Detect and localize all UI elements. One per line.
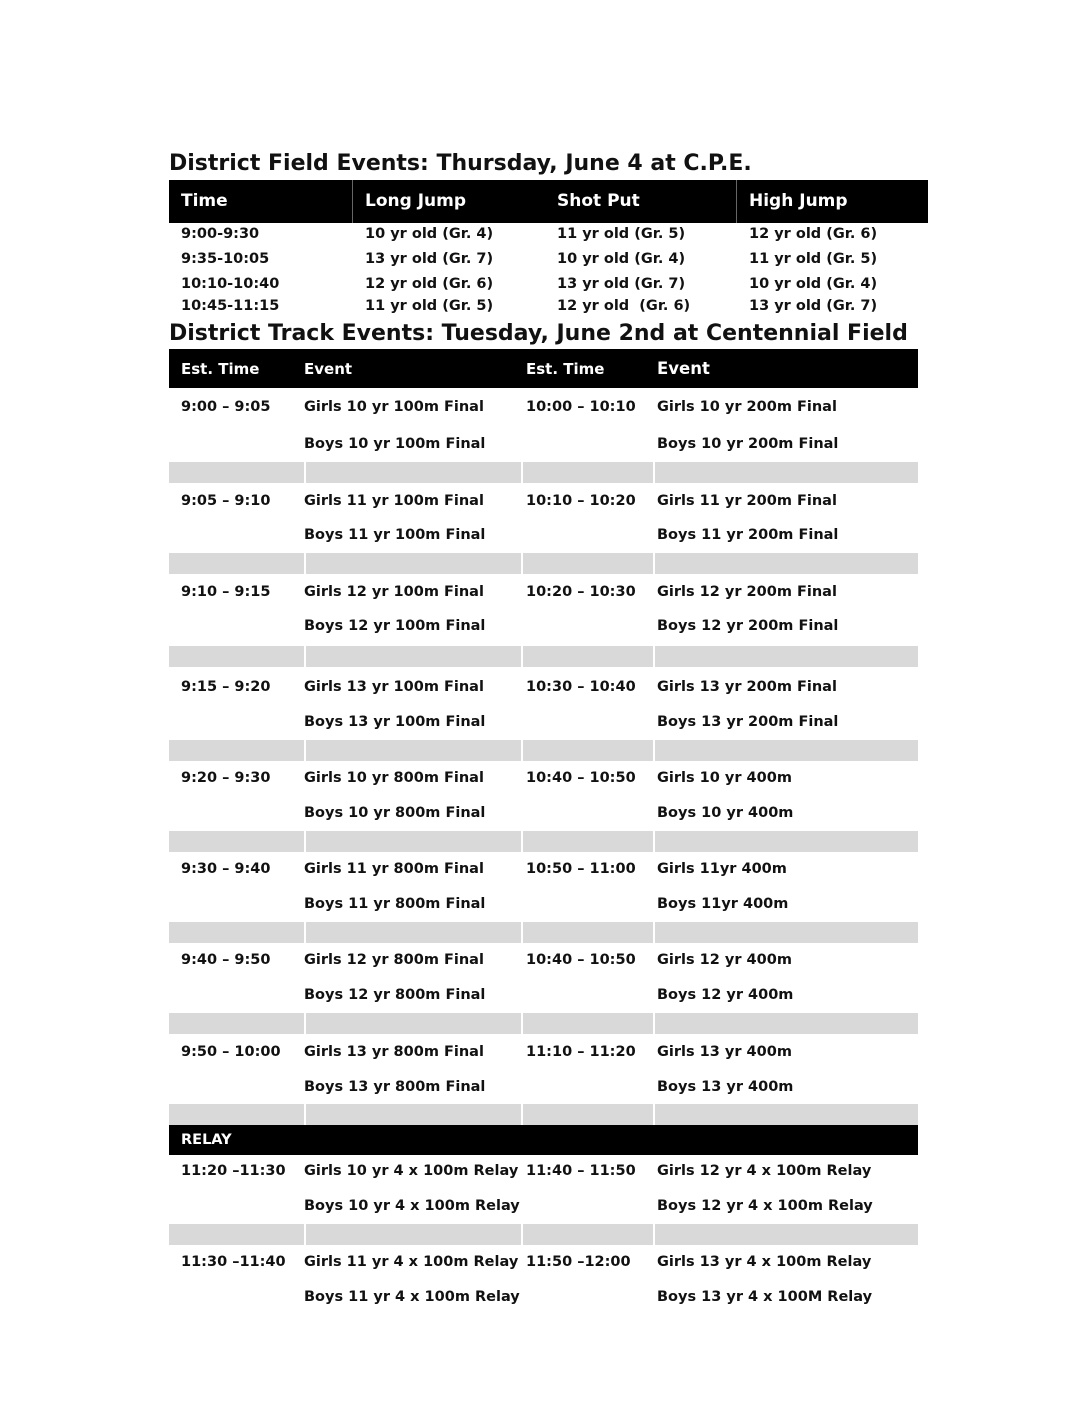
separator-gap bbox=[653, 740, 655, 761]
separator-gap bbox=[304, 922, 306, 943]
field-cell: 13 yr old (Gr. 7) bbox=[557, 276, 686, 292]
separator-gap bbox=[653, 1104, 655, 1125]
field-cell: 9:35-10:05 bbox=[181, 251, 270, 267]
separator-gap bbox=[521, 831, 523, 852]
event-cell: Girls 13 yr 800m Final bbox=[304, 1044, 484, 1060]
field-cell: 11 yr old (Gr. 5) bbox=[365, 298, 494, 314]
event-cell: Boys 13 yr 4 x 100M Relay bbox=[657, 1289, 873, 1305]
separator-gap bbox=[521, 740, 523, 761]
field-cell: 10 yr old (Gr. 4) bbox=[557, 251, 686, 267]
time-cell: 11:40 – 11:50 bbox=[526, 1163, 636, 1179]
time-cell: 9:05 – 9:10 bbox=[181, 493, 271, 509]
separator-gap bbox=[521, 1013, 523, 1034]
separator-gap bbox=[304, 740, 306, 761]
field-header-high-jump: High Jump bbox=[749, 191, 848, 211]
time-cell: 10:10 – 10:20 bbox=[526, 493, 636, 509]
separator-gap bbox=[653, 462, 655, 483]
time-cell: 9:50 – 10:00 bbox=[181, 1044, 281, 1060]
event-cell: Girls 13 yr 400m bbox=[657, 1044, 792, 1060]
event-cell: Boys 12 yr 200m Final bbox=[657, 618, 839, 634]
event-cell: Boys 13 yr 400m bbox=[657, 1079, 794, 1095]
time-cell: 10:40 – 10:50 bbox=[526, 770, 636, 786]
track-table-header bbox=[169, 349, 918, 388]
track-events-title: District Track Events: Tuesday, June 2nd at Centennial Field bbox=[169, 321, 908, 346]
time-cell: 9:30 – 9:40 bbox=[181, 861, 271, 877]
event-cell: Girls 12 yr 200m Final bbox=[657, 584, 837, 600]
row-separator bbox=[169, 462, 918, 483]
field-cell: 12 yr old (Gr. 6) bbox=[749, 226, 878, 242]
track-header-time-2: Est. Time bbox=[526, 360, 605, 378]
field-cell: 10 yr old (Gr. 4) bbox=[749, 276, 878, 292]
event-cell: Girls 10 yr 800m Final bbox=[304, 770, 484, 786]
event-cell: Boys 11 yr 800m Final bbox=[304, 896, 486, 912]
separator-gap bbox=[304, 646, 306, 667]
event-cell: Girls 11yr 400m bbox=[657, 861, 787, 877]
field-cell: 13 yr old (Gr. 7) bbox=[365, 251, 494, 267]
row-separator bbox=[169, 1104, 918, 1125]
separator-gap bbox=[304, 1224, 306, 1245]
event-cell: Girls 12 yr 400m bbox=[657, 952, 792, 968]
event-cell: Girls 11 yr 100m Final bbox=[304, 493, 484, 509]
event-cell: Girls 10 yr 100m Final bbox=[304, 399, 484, 415]
time-cell: 10:30 – 10:40 bbox=[526, 679, 636, 695]
relay-header bbox=[169, 1125, 918, 1155]
event-cell: Boys 11 yr 4 x 100m Relay bbox=[304, 1289, 520, 1305]
header-divider bbox=[352, 180, 353, 223]
time-cell: 9:10 – 9:15 bbox=[181, 584, 271, 600]
event-cell: Girls 11 yr 4 x 100m Relay bbox=[304, 1254, 519, 1270]
time-cell: 10:40 – 10:50 bbox=[526, 952, 636, 968]
row-separator bbox=[169, 740, 918, 761]
field-cell: 12 yr old (Gr. 6) bbox=[557, 298, 691, 314]
separator-gap bbox=[521, 1224, 523, 1245]
separator-gap bbox=[521, 1104, 523, 1125]
track-header-event-1: Event bbox=[304, 360, 353, 378]
row-separator bbox=[169, 1013, 918, 1034]
field-cell: 10:45-11:15 bbox=[181, 298, 280, 314]
time-cell: 9:40 – 9:50 bbox=[181, 952, 271, 968]
row-separator bbox=[169, 1224, 918, 1245]
field-cell: 11 yr old (Gr. 5) bbox=[749, 251, 878, 267]
event-cell: Boys 10 yr 100m Final bbox=[304, 436, 486, 452]
separator-gap bbox=[521, 646, 523, 667]
field-cell: 10:10-10:40 bbox=[181, 276, 280, 292]
event-cell: Girls 13 yr 200m Final bbox=[657, 679, 837, 695]
event-cell: Girls 12 yr 100m Final bbox=[304, 584, 484, 600]
header-divider bbox=[736, 180, 737, 223]
separator-gap bbox=[653, 553, 655, 574]
time-cell: 11:30 –11:40 bbox=[181, 1254, 286, 1270]
time-cell: 9:00 – 9:05 bbox=[181, 399, 271, 415]
field-header-shot-put: Shot Put bbox=[557, 191, 640, 211]
event-cell: Girls 10 yr 400m bbox=[657, 770, 792, 786]
event-cell: Boys 10 yr 800m Final bbox=[304, 805, 486, 821]
track-header-time-1: Est. Time bbox=[181, 360, 260, 378]
event-cell: Boys 13 yr 800m Final bbox=[304, 1079, 486, 1095]
separator-gap bbox=[521, 553, 523, 574]
time-cell: 9:20 – 9:30 bbox=[181, 770, 271, 786]
field-header-time: Time bbox=[181, 191, 228, 211]
time-cell: 10:20 – 10:30 bbox=[526, 584, 636, 600]
event-cell: Boys 10 yr 200m Final bbox=[657, 436, 839, 452]
separator-gap bbox=[653, 922, 655, 943]
separator-gap bbox=[304, 1013, 306, 1034]
row-separator bbox=[169, 831, 918, 852]
event-cell: Boys 12 yr 4 x 100m Relay bbox=[657, 1198, 873, 1214]
separator-gap bbox=[304, 462, 306, 483]
separator-gap bbox=[304, 1104, 306, 1125]
event-cell: Boys 11yr 400m bbox=[657, 896, 789, 912]
event-cell: Boys 11 yr 100m Final bbox=[304, 527, 486, 543]
event-cell: Girls 13 yr 100m Final bbox=[304, 679, 484, 695]
event-cell: Girls 12 yr 800m Final bbox=[304, 952, 484, 968]
event-cell: Boys 11 yr 200m Final bbox=[657, 527, 839, 543]
field-cell: 12 yr old (Gr. 6) bbox=[365, 276, 494, 292]
separator-gap bbox=[653, 646, 655, 667]
event-cell: Boys 13 yr 200m Final bbox=[657, 714, 839, 730]
event-cell: Girls 12 yr 4 x 100m Relay bbox=[657, 1163, 872, 1179]
event-cell: Boys 10 yr 400m bbox=[657, 805, 794, 821]
separator-gap bbox=[653, 1224, 655, 1245]
event-cell: Boys 13 yr 100m Final bbox=[304, 714, 486, 730]
time-cell: 10:50 – 11:00 bbox=[526, 861, 636, 877]
time-cell: 9:15 – 9:20 bbox=[181, 679, 271, 695]
field-header-long-jump: Long Jump bbox=[365, 191, 467, 211]
event-cell: Boys 12 yr 100m Final bbox=[304, 618, 486, 634]
separator-gap bbox=[304, 831, 306, 852]
time-cell: 11:10 – 11:20 bbox=[526, 1044, 636, 1060]
field-cell: 13 yr old (Gr. 7) bbox=[749, 298, 878, 314]
separator-gap bbox=[304, 553, 306, 574]
row-separator bbox=[169, 646, 918, 667]
row-separator bbox=[169, 922, 918, 943]
event-cell: Girls 10 yr 200m Final bbox=[657, 399, 837, 415]
time-cell: 11:20 –11:30 bbox=[181, 1163, 286, 1179]
event-cell: Girls 11 yr 200m Final bbox=[657, 493, 837, 509]
field-cell: 10 yr old (Gr. 4) bbox=[365, 226, 494, 242]
event-cell: Boys 12 yr 400m bbox=[657, 987, 794, 1003]
time-cell: 10:00 – 10:10 bbox=[526, 399, 636, 415]
event-cell: Girls 13 yr 4 x 100m Relay bbox=[657, 1254, 872, 1270]
relay-label: RELAY bbox=[181, 1132, 232, 1148]
event-cell: Girls 11 yr 800m Final bbox=[304, 861, 484, 877]
event-cell: Boys 12 yr 800m Final bbox=[304, 987, 486, 1003]
field-cell: 11 yr old (Gr. 5) bbox=[557, 226, 686, 242]
event-cell: Boys 10 yr 4 x 100m Relay bbox=[304, 1198, 520, 1214]
event-cell: Girls 10 yr 4 x 100m Relay bbox=[304, 1163, 519, 1179]
separator-gap bbox=[521, 922, 523, 943]
track-header-event-2: Event bbox=[657, 359, 710, 378]
separator-gap bbox=[521, 462, 523, 483]
time-cell: 11:50 –12:00 bbox=[526, 1254, 631, 1270]
field-table-header bbox=[169, 180, 928, 223]
field-events-title: District Field Events: Thursday, June 4 at C.P.E. bbox=[169, 151, 752, 176]
separator-gap bbox=[653, 831, 655, 852]
field-cell: 9:00-9:30 bbox=[181, 226, 260, 242]
row-separator bbox=[169, 553, 918, 574]
separator-gap bbox=[653, 1013, 655, 1034]
